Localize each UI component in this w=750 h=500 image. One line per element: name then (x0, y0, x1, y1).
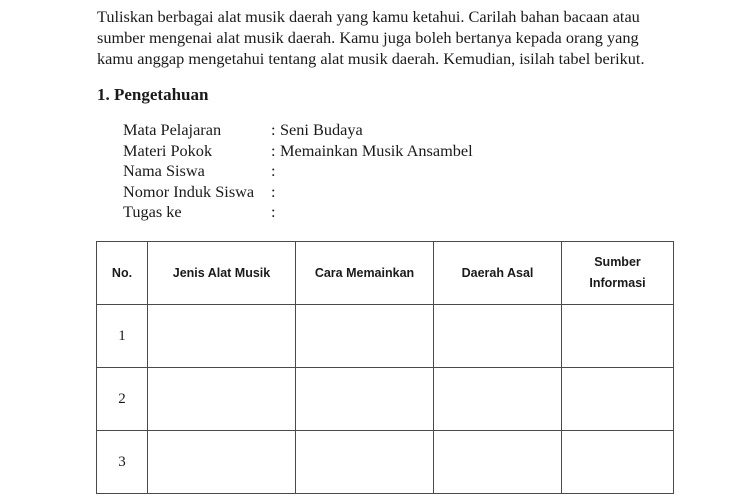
instrument-table (96, 241, 674, 494)
info-row-student-name (123, 161, 473, 182)
cell-instrument-type[interactable] (148, 431, 296, 494)
col-header-region: Daerah Asal (434, 242, 562, 305)
instruction-paragraph (97, 6, 697, 69)
col-header-how-to-play: Cara Memainkan (296, 242, 434, 305)
cell-instrument-type[interactable] (148, 305, 296, 368)
info-row-subject (123, 120, 473, 141)
info-separator: : (271, 140, 276, 160)
table-header-row (97, 242, 674, 305)
cell-source[interactable] (562, 431, 674, 494)
section-heading: 1. Pengetahuan (97, 85, 209, 104)
info-row-topic (123, 141, 473, 162)
info-row-student-id (123, 182, 473, 203)
row-number: 1 (97, 305, 148, 368)
instruction-line: kamu anggap mengetahui tentang alat musik daerah. Kemudian, isilah tabel berikut. (97, 49, 645, 68)
col-header-source-line2: Informasi (589, 276, 646, 290)
info-label: Nama Siswa (123, 161, 205, 180)
student-info-block (123, 120, 473, 223)
cell-instrument-type[interactable] (148, 368, 296, 431)
cell-how-to-play[interactable] (296, 305, 434, 368)
info-separator: : (271, 181, 276, 201)
cell-source[interactable] (562, 305, 674, 368)
info-value: Seni Budaya (280, 120, 363, 139)
cell-region[interactable] (434, 305, 562, 368)
info-label: Mata Pelajaran (123, 120, 222, 139)
info-label: Nomor Induk Siswa (123, 181, 255, 201)
col-header-source (562, 242, 674, 305)
cell-region[interactable] (434, 368, 562, 431)
info-separator: : (271, 161, 276, 180)
info-label: Tugas ke (123, 202, 182, 221)
cell-how-to-play[interactable] (296, 431, 434, 494)
instruction-line: Tuliskan berbagai alat musik daerah yang kamu ketahui. Carilah bahan bacaan atau (97, 7, 640, 26)
info-separator: : (271, 120, 276, 139)
row-number: 2 (97, 368, 148, 431)
instruction-line: sumber mengenai alat musik daerah. Kamu juga boleh bertanya kepada orang yang (97, 28, 639, 47)
col-header-source-line1: Sumber (594, 255, 641, 269)
cell-how-to-play[interactable] (296, 368, 434, 431)
col-header-instrument-type: Jenis Alat Musik (148, 242, 296, 305)
info-separator: : (271, 202, 276, 221)
cell-region[interactable] (434, 431, 562, 494)
info-row-task-number (123, 202, 473, 223)
table-row (97, 368, 674, 431)
table-row (97, 305, 674, 368)
row-number: 3 (97, 431, 148, 494)
info-value: Memainkan Musik Ansambel (280, 140, 473, 160)
table-row (97, 431, 674, 494)
info-label: Materi Pokok (123, 140, 213, 160)
cell-source[interactable] (562, 368, 674, 431)
col-header-no: No. (97, 242, 148, 305)
